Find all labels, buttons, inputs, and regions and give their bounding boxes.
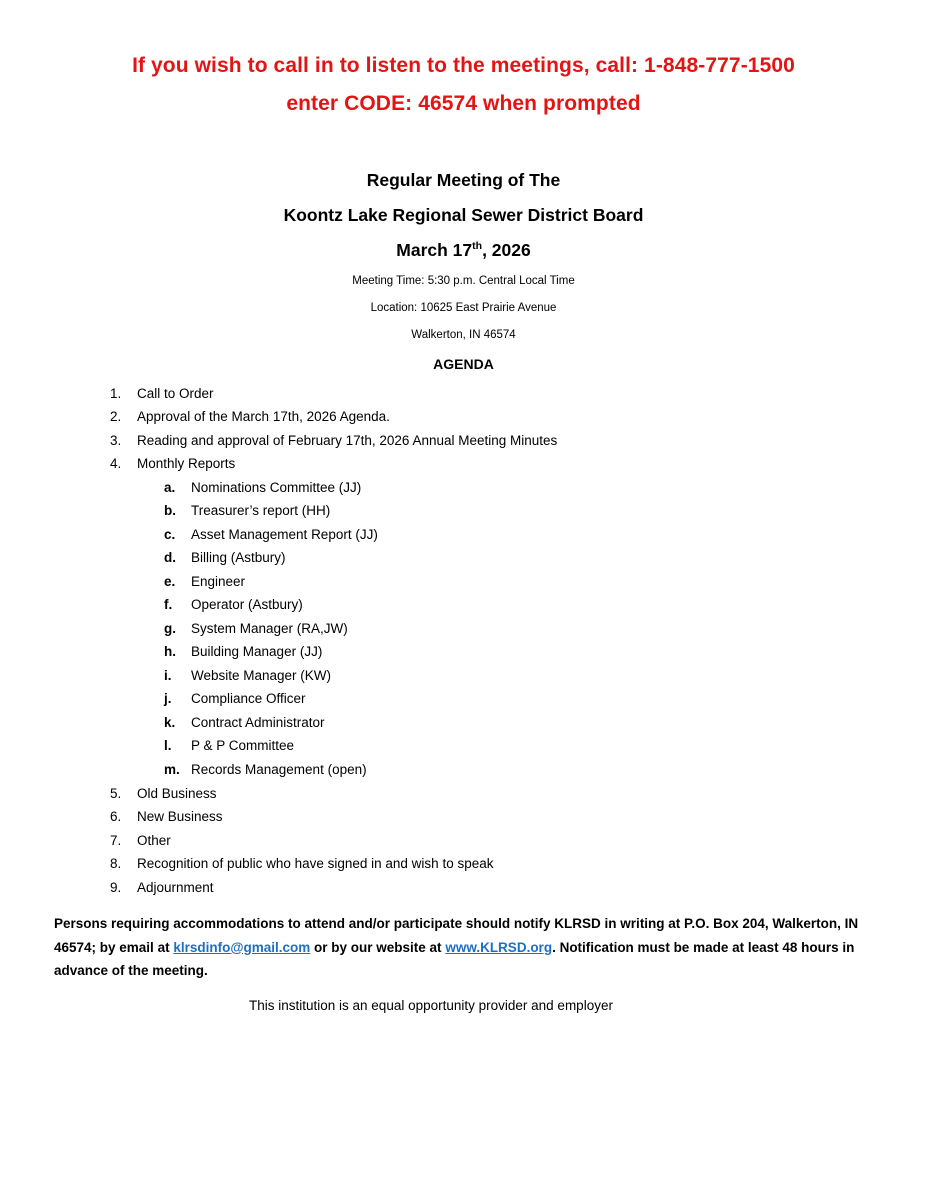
report-item-text: Building Manager (JJ) <box>191 644 323 659</box>
agenda-item-text: Other <box>137 833 171 848</box>
report-item-letter: i. <box>164 668 172 683</box>
report-item-text: Nominations Committee (JJ) <box>191 480 362 495</box>
report-item-text: Website Manager (KW) <box>191 668 332 683</box>
report-item-letter: h. <box>164 644 176 659</box>
notice-text-part1: Persons requiring accommodations to attend and/or participate should notify KLRSD in writing at P.O. Box 204, Walkerton, IN 46574; by email at <box>54 916 859 955</box>
report-item-text: Operator (Astbury) <box>191 597 303 612</box>
agenda-heading: AGENDA <box>433 356 494 372</box>
notice-text-part3: . Notification must be made at least 48 hours in advance of the meeting. <box>54 939 855 978</box>
report-item-text: Records Management (open) <box>191 762 367 777</box>
equal-opportunity-statement: This institution is an equal opportunity provider and employer <box>249 998 613 1013</box>
meeting-time: Meeting Time: 5:30 p.m. Central Local Time <box>352 275 575 287</box>
report-item-text: Engineer <box>191 574 246 589</box>
email-link[interactable]: klrsdinfo@gmail.com <box>173 939 311 955</box>
report-item-text: System Manager (RA,JW) <box>191 621 348 636</box>
agenda-item-number: 1. <box>110 386 122 401</box>
agenda-item-text: New Business <box>137 809 223 824</box>
report-item-text: Treasurer’s report (HH) <box>191 503 331 518</box>
report-item-letter: k. <box>164 715 176 730</box>
meeting-date-suffix: th <box>472 240 483 253</box>
agenda-item-number: 3. <box>110 433 122 448</box>
agenda-item-number: 4. <box>110 456 122 471</box>
meeting-city: Walkerton, IN 46574 <box>411 329 516 341</box>
notice-text-part2: or by our website at <box>310 939 446 955</box>
meeting-date <box>0 240 927 261</box>
agenda-item-number: 6. <box>110 809 122 824</box>
agenda-item-number: 9. <box>110 880 122 895</box>
report-item-letter: d. <box>164 550 176 565</box>
meeting-date-month-day: March 17 <box>396 240 473 260</box>
agenda-item-number: 7. <box>110 833 122 848</box>
website-link[interactable]: www.KLRSD.org <box>445 939 553 955</box>
report-item-letter: f. <box>164 597 173 612</box>
agenda-item-text: Monthly Reports <box>137 456 236 471</box>
board-name: Koontz Lake Regional Sewer District Board <box>283 205 644 225</box>
meeting-date-year: , 2026 <box>482 240 531 260</box>
callin-code-line: enter CODE: 46574 when prompted <box>286 92 641 115</box>
accommodations-notice <box>54 912 884 983</box>
callin-phone-line: If you wish to call in to listen to the meetings, call: 1-848-777-1500 <box>132 54 795 77</box>
report-item-letter: g. <box>164 621 176 636</box>
agenda-item-number: 5. <box>110 786 122 801</box>
report-item-text: Contract Administrator <box>191 715 325 730</box>
agenda-item-text: Approval of the March 17th, 2026 Agenda. <box>137 409 390 424</box>
agenda-item-number: 8. <box>110 856 122 871</box>
meeting-location: Location: 10625 East Prairie Avenue <box>370 302 557 314</box>
agenda-item-text: Adjournment <box>137 880 214 895</box>
meeting-title: Regular Meeting of The <box>366 170 561 190</box>
report-item-text: Asset Management Report (JJ) <box>191 527 378 542</box>
report-item-letter: b. <box>164 503 176 518</box>
report-item-letter: a. <box>164 480 176 495</box>
report-item-letter: l. <box>164 738 172 753</box>
agenda-item-text: Call to Order <box>137 386 214 401</box>
agenda-item-number: 2. <box>110 409 122 424</box>
agenda-item-text: Recognition of public who have signed in and wish to speak <box>137 856 494 871</box>
report-item-letter: c. <box>164 527 176 542</box>
report-item-text: Billing (Astbury) <box>191 550 286 565</box>
report-item-text: Compliance Officer <box>191 691 306 706</box>
agenda-item-text: Reading and approval of February 17th, 2026 Annual Meeting Minutes <box>137 433 558 448</box>
report-item-letter: e. <box>164 574 176 589</box>
agenda-item-text: Old Business <box>137 786 217 801</box>
report-item-text: P & P Committee <box>191 738 295 753</box>
report-item-letter: j. <box>164 691 172 706</box>
report-item-letter: m. <box>164 762 180 777</box>
